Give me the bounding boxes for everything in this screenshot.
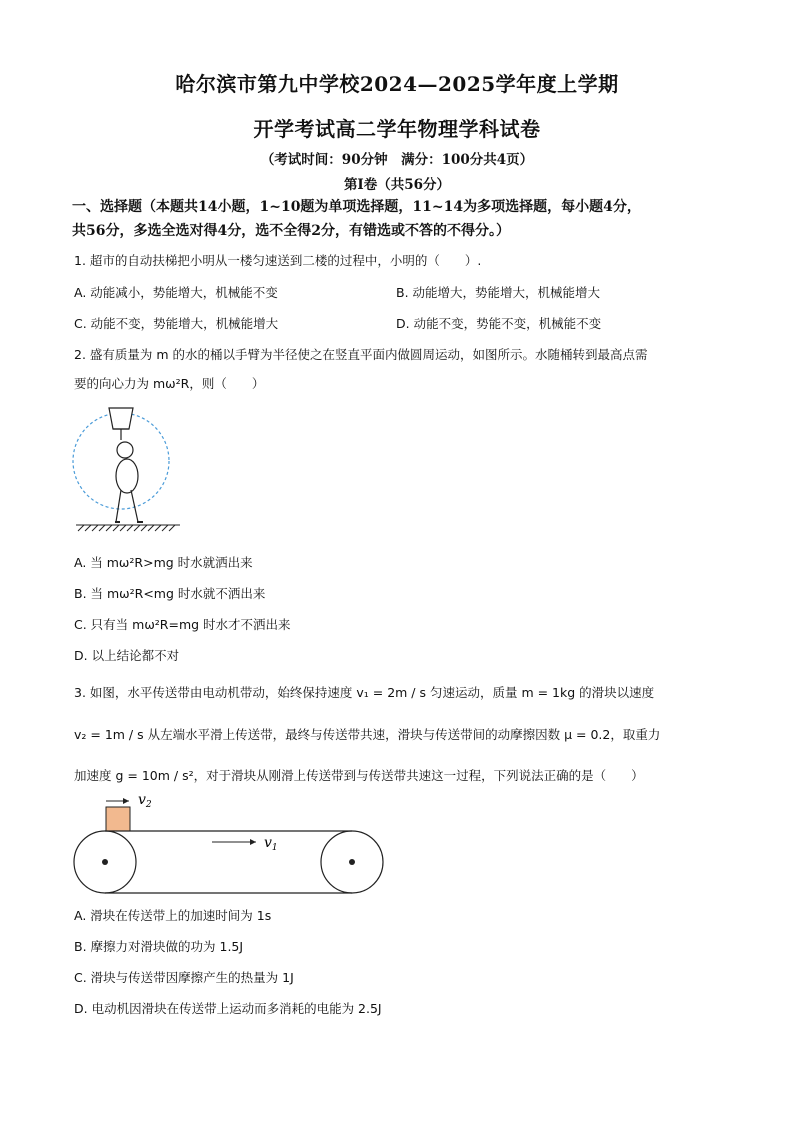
bucket-icon: [109, 408, 133, 429]
exam-info: （考试时间：90分钟 满分：100分共4页）: [260, 152, 534, 168]
q2-stem-line1: 2. 盛有质量为 m 的水的桶以手臂为半径使之在竖直平面内做圆周运动，如图所示。水随桶转到最高点需: [74, 347, 648, 362]
q1-option-b: B. 动能增大，势能增大，机械能增大: [396, 285, 601, 300]
exam-title: 哈尔滨市第九中学校2024—2025学年度上学期: [175, 72, 619, 96]
exam-subtitle: 开学考试高二学年物理学科试卷: [253, 117, 541, 141]
q1-option-c: C. 动能不变，势能增大，机械能增大: [74, 316, 279, 331]
pulley-right-icon: [321, 831, 383, 893]
belt-icon: [105, 831, 352, 893]
velocity-v1-arrow-icon: [212, 839, 256, 845]
conveyor-belt-figure: [68, 790, 392, 900]
volume-heading: 第Ⅰ卷（共56分）: [343, 177, 451, 193]
v2-label: $v_2$: [138, 792, 152, 810]
pulley-left-icon: [74, 831, 136, 893]
q3-option-a: A. 滑块在传送带上的加速时间为 1s: [74, 908, 272, 923]
velocity-v2-arrow-icon: [106, 798, 129, 804]
section-heading-line1: 一、选择题（本题共14小题，1~10题为单项选择题，11~14为多项选择题，每小题4分，: [72, 199, 641, 215]
q2-option-a: A. 当 mω²R>mg 时水就洒出来: [74, 555, 253, 570]
v1-label: $v_1$: [264, 835, 278, 853]
bucket-rotation-figure: [68, 398, 198, 538]
q3-option-c: C. 滑块与传送带因摩擦产生的热量为 1J: [74, 970, 294, 985]
q2-option-c: C. 只有当 mω²R=mg 时水才不洒出来: [74, 617, 291, 632]
q3-stem-line2: v₂ = 1m / s 从左端水平滑上传送带，最终与传送带共速，滑块与传送带间的动摩擦因数 μ = 0.2，取重力: [74, 727, 661, 742]
q2-option-b: B. 当 mω²R<mg 时水就不洒出来: [74, 586, 266, 601]
q1-stem: 1. 超市的自动扶梯把小明从一楼匀速送到二楼的过程中，小明的（ ）.: [74, 253, 482, 268]
q3-option-d: D. 电动机因滑块在传送带上运动而多消耗的电能为 2.5J: [74, 1001, 382, 1016]
section-heading-line2: 共56分，多选全选对得4分，选不全得2分，有错选或不答的不得分。）: [72, 223, 510, 239]
q3-stem-line3: 加速度 g = 10m / s²，对于滑块从刚滑上传送带到与传送带共速这一过程，下列说法正确的是（ ）: [74, 768, 644, 783]
q3-stem-line1: 3. 如图，水平传送带由电动机带动，始终保持速度 v₁ = 2m / s 匀速运动，质量 m = 1kg 的滑块以速度: [74, 685, 655, 700]
ground-icon: [76, 525, 180, 531]
q1-option-a: A. 动能减小，势能增大，机械能不变: [74, 285, 278, 300]
q2-option-d: D. 以上结论都不对: [74, 648, 180, 663]
q1-option-d: D. 动能不变，势能不变，机械能不变: [396, 316, 602, 331]
slider-block-icon: [106, 807, 130, 831]
q2-stem-line2: 要的向心力为 mω²R，则（ ）: [74, 376, 265, 391]
q3-option-b: B. 摩擦力对滑块做的功为 1.5J: [74, 939, 244, 954]
